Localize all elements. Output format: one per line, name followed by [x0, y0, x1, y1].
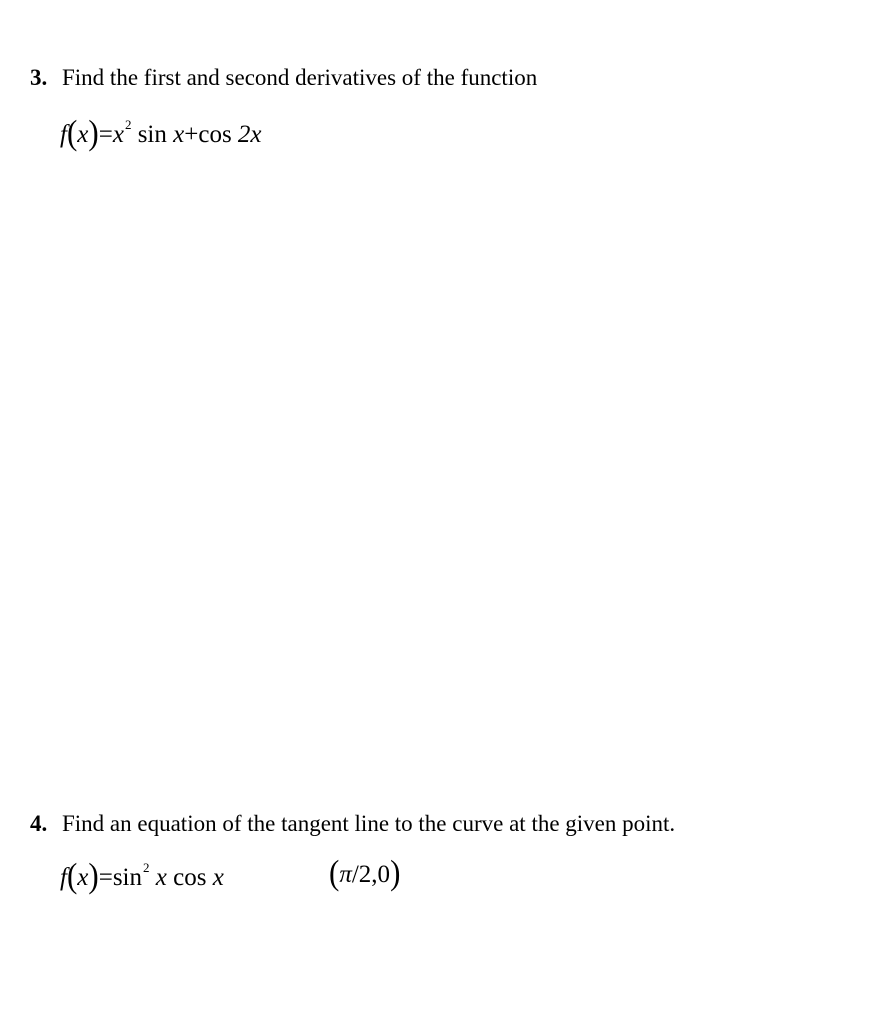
- question-4-text: Find an equation of the tangent line to the curve at the given point.: [62, 811, 676, 836]
- sin-argument: x: [173, 121, 185, 148]
- cos-function: cos: [198, 121, 232, 148]
- plus-sign: +: [184, 121, 199, 148]
- equals-sign: =: [98, 121, 113, 148]
- sin-function: sin: [137, 121, 167, 148]
- sin-exponent: 2: [143, 860, 150, 875]
- product-variable: x: [155, 864, 167, 891]
- sin-function: sin: [112, 864, 143, 891]
- question-4-function: [60, 855, 224, 896]
- open-paren: (: [66, 112, 78, 153]
- function-name: f: [60, 121, 67, 148]
- pi-symbol: π: [339, 861, 352, 888]
- open-paren: (: [66, 855, 78, 896]
- question-3-number: 3.: [30, 65, 48, 90]
- cos-argument: x: [212, 864, 224, 891]
- close-paren: ): [88, 112, 99, 153]
- power-exponent: 2: [124, 117, 132, 132]
- function-name: f: [60, 864, 67, 891]
- question-3-function: [60, 112, 262, 153]
- question-4-number: 4.: [30, 811, 48, 836]
- given-point: [329, 852, 401, 893]
- function-variable: x: [77, 864, 89, 891]
- point-coordinates: /2,0: [351, 861, 391, 888]
- cos-argument: 2x: [237, 121, 262, 148]
- point-open-paren: (: [329, 852, 340, 893]
- close-paren: ): [88, 855, 99, 896]
- point-close-paren: ): [390, 852, 401, 893]
- cos-function: cos: [173, 864, 207, 891]
- function-variable: x: [77, 121, 89, 148]
- question-3-text: Find the first and second derivatives of the function: [62, 65, 538, 90]
- power-base: x: [112, 121, 124, 148]
- question-4-prompt: [30, 810, 675, 838]
- question-3-prompt: [30, 64, 537, 92]
- equals-sign: =: [98, 864, 113, 891]
